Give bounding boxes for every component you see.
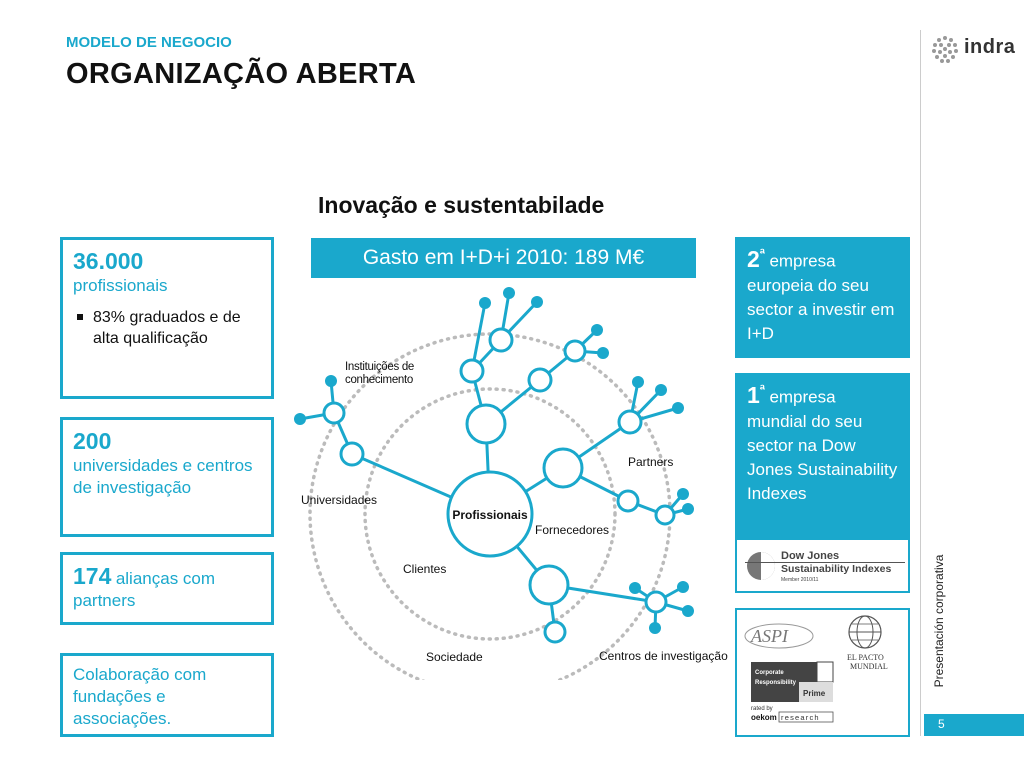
cr-line2: Responsibility [755, 680, 797, 686]
djsi-logo [737, 540, 908, 591]
vertical-divider [920, 30, 921, 736]
node [461, 360, 483, 382]
label-centros: Centros de investigação [599, 649, 728, 663]
node [324, 403, 344, 423]
sidebar-label: Presentación corporativa [932, 554, 946, 688]
page-number: 5 [938, 717, 945, 731]
cr-rated: rated by [751, 706, 773, 712]
node [490, 329, 512, 351]
label-sociedade: Sociedade [426, 650, 483, 664]
cr-prime: Prime [803, 689, 826, 698]
universities-label: universidades e centros de investigação [73, 456, 253, 497]
djsi-line2: Sustainability Indexes [781, 563, 892, 575]
cr-prime-logo [751, 662, 833, 722]
label-clientes: Clientes [403, 562, 447, 576]
alliances-label: alianças com partners [73, 569, 216, 610]
cr-research: research [781, 713, 820, 722]
gasto-banner: Gasto em I+D+i 2010: 189 M€ [311, 238, 696, 278]
alliances-number: 174 [73, 563, 112, 589]
hub-bottom [530, 566, 568, 604]
section-kicker: MODELO DE NEGOCIO [66, 34, 232, 51]
indra-logo-icon [930, 34, 960, 64]
rank-world-text: empresa mundial do seu sector na Dow Jones Sustainability Indexes [747, 387, 898, 503]
certifications-logos [737, 610, 908, 735]
hub-right [544, 449, 582, 487]
certifications-logo-box [735, 608, 910, 737]
page-title: ORGANIZAÇÃO ABERTA [66, 58, 417, 90]
node [341, 443, 363, 465]
node [646, 592, 666, 612]
label-partners: Partners [628, 455, 674, 469]
rank-europe-number: $2^ª$ [747, 245, 765, 272]
graduates-bullet: 83% graduados e de alta qualificação [73, 307, 261, 349]
label-fornecedores: Fornecedores [535, 523, 610, 537]
center-label: Profissionais [452, 508, 528, 522]
cr-ekom: oekom [751, 713, 777, 722]
rank-world-number: $1^ª$ [747, 381, 765, 408]
page-number-badge [924, 714, 1024, 736]
node [565, 341, 585, 361]
djsi-logo-box [735, 538, 910, 593]
foundations-label: Colaboração com fundações e associações. [73, 665, 207, 728]
professionals-number: 36.000 [73, 248, 144, 274]
node [529, 369, 551, 391]
node [656, 506, 674, 524]
node [618, 491, 638, 511]
foundations-box [60, 653, 274, 737]
alliances-box [60, 552, 274, 625]
node [545, 622, 565, 642]
section-subtitle: Inovação e sustentabilade [318, 192, 605, 218]
indra-logo [930, 34, 1020, 62]
cr-line1: Corporate [755, 670, 784, 676]
node [619, 411, 641, 433]
rank-europe-box [735, 237, 910, 358]
rank-europe-text: empresa europeia do seu sector a investir em I+D [747, 251, 895, 343]
aspi-text: ASPI [751, 626, 788, 646]
label-universidades: Universidades [301, 493, 378, 507]
professionals-label: profissionais [73, 276, 168, 295]
network-diagram [290, 282, 730, 680]
logo-text: indra [964, 36, 1016, 58]
pacto-line1: EL PACTO [847, 653, 884, 662]
djsi-line3: Member 2010/11 [781, 577, 819, 583]
pacto-mundial-logo [847, 616, 888, 671]
djsi-line1: Dow Jones [781, 550, 840, 562]
aspi-logo [745, 624, 813, 648]
rank-world-box [735, 373, 910, 538]
hub-top [467, 405, 505, 443]
universities-box [60, 417, 274, 537]
professionals-box [60, 237, 274, 399]
pacto-line2: MUNDIAL [850, 662, 888, 671]
label-instituicoes-text: Instituições de conhecimento [345, 361, 415, 386]
universities-number: 200 [73, 428, 112, 454]
